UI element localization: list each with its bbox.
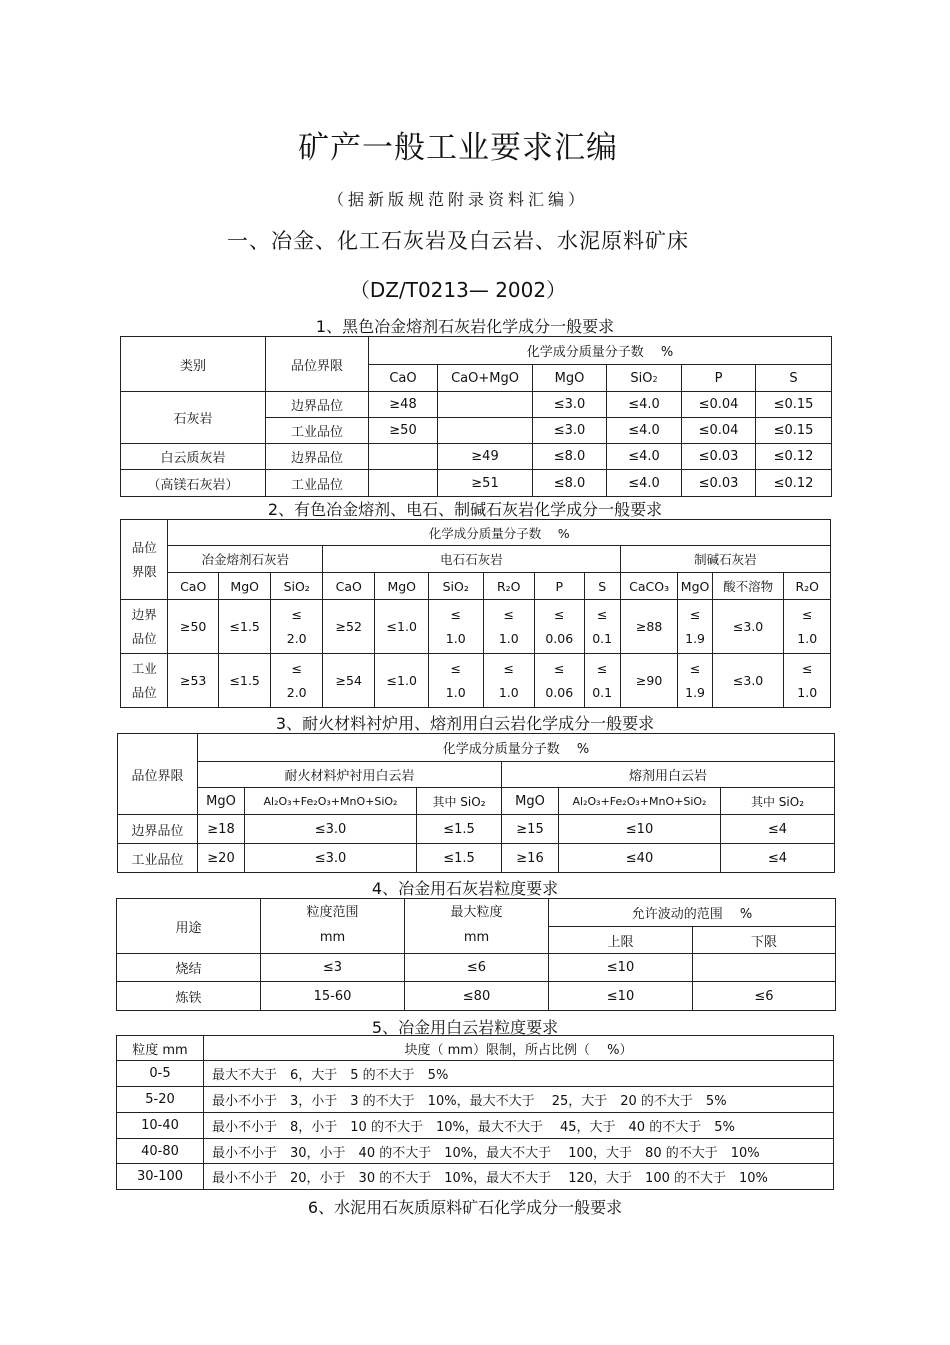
t5-size: 5-20 bbox=[117, 1087, 204, 1113]
t2-cell: ≤ 1.9 bbox=[678, 600, 712, 654]
t2-cell: ≤1.5 bbox=[218, 600, 271, 654]
t2-cell: ≤ 1.0 bbox=[784, 600, 831, 654]
t1-cell: ≤0.12 bbox=[756, 470, 832, 497]
t5-desc: 最小不小于 3，小于 3 的不大于 10%，最大不大于 25，大于 20 的不大于 5% bbox=[204, 1087, 834, 1113]
t2-cell: ≥90 bbox=[620, 654, 678, 708]
t3-cell: ≤3.0 bbox=[245, 844, 417, 873]
t1-cell: ≥48 bbox=[369, 392, 438, 418]
t2-cell: ≤ 1.0 bbox=[428, 654, 483, 708]
t2-cell: ≤ 2.0 bbox=[271, 600, 323, 654]
t2-cell: ≤3.0 bbox=[712, 600, 784, 654]
t3-cell: ≤3.0 bbox=[245, 815, 417, 844]
t2-group-metallurgical: 冶金熔剂石灰岩 bbox=[168, 546, 323, 573]
t2-group-alkali: 制碱石灰岩 bbox=[620, 546, 830, 573]
t4-cell: ≤10 bbox=[549, 954, 693, 982]
t1-category-dolomitic: 白云质灰岩 bbox=[121, 444, 266, 470]
t1-grade: 边界品位 bbox=[266, 392, 369, 418]
section-heading: 一、冶金、化工石灰岩及白云岩、水泥原料矿床 bbox=[227, 229, 689, 253]
t3-grade: 工业品位 bbox=[118, 844, 198, 873]
t3-cell: ≤40 bbox=[559, 844, 721, 873]
t4-cell: 15-60 bbox=[261, 982, 405, 1011]
document-title: 矿产一般工业要求汇编 bbox=[298, 130, 618, 166]
t1-cell: ≤4.0 bbox=[607, 444, 682, 470]
t4-header-upper: 上限 bbox=[549, 927, 693, 954]
t2-col-header: CaO bbox=[322, 573, 375, 600]
table2-caption: 2、有色冶金熔剂、电石、制碱石灰岩化学成分一般要求 bbox=[267, 500, 663, 519]
t1-cell: ≤8.0 bbox=[533, 470, 607, 497]
t2-cell: ≤ 0.06 bbox=[535, 654, 584, 708]
t3-col-header: 其中 SiO₂ bbox=[417, 788, 502, 815]
t2-col-header: R₂O bbox=[784, 573, 831, 600]
t2-col-header: R₂O bbox=[483, 573, 535, 600]
t5-header-limit: 块度（ mm）限制，所占比例（ %） bbox=[204, 1036, 834, 1061]
table5-caption: 5、冶金用白云岩粒度要求 bbox=[371, 1018, 559, 1037]
document-subtitle: （据新版规范附录资料汇编） bbox=[327, 190, 588, 209]
t2-row-label: 边界 品位 bbox=[121, 600, 168, 654]
t2-cell: ≥50 bbox=[168, 600, 218, 654]
t2-col-header: CaO bbox=[168, 573, 218, 600]
t3-cell: ≥15 bbox=[502, 815, 559, 844]
table3 bbox=[117, 733, 835, 873]
t2-col-header: P bbox=[535, 573, 584, 600]
t5-desc: 最大不大于 6，大于 5 的不大于 5% bbox=[204, 1061, 834, 1087]
t2-cell: ≥88 bbox=[620, 600, 678, 654]
t1-grade: 边界品位 bbox=[266, 444, 369, 470]
t3-group-flux: 熔剂用白云岩 bbox=[502, 762, 835, 788]
t5-size: 30-100 bbox=[117, 1164, 204, 1190]
t5-header-size: 粒度 mm bbox=[117, 1036, 204, 1061]
t3-cell: ≤1.5 bbox=[417, 815, 502, 844]
t3-cell: ≤1.5 bbox=[417, 844, 502, 873]
t1-col-header: CaO bbox=[369, 365, 438, 392]
table4 bbox=[116, 898, 836, 1011]
table3-caption: 3、耐火材料衬炉用、熔剂用白云岩化学成分一般要求 bbox=[275, 714, 655, 733]
t3-cell: ≥16 bbox=[502, 844, 559, 873]
t1-cell: ≤3.0 bbox=[533, 392, 607, 418]
t5-desc: 最小不小于 8，小于 10 的不大于 10%，最大不大于 45，大于 40 的不大于 5% bbox=[204, 1113, 834, 1139]
t1-cell: ≤0.15 bbox=[756, 392, 832, 418]
t4-header-fluct: 允许波动的范围 % bbox=[549, 899, 836, 927]
t3-col-header: MgO bbox=[502, 788, 559, 815]
t2-cell: ≤ 1.0 bbox=[784, 654, 831, 708]
t1-cell: ≥51 bbox=[438, 470, 533, 497]
t1-cell: ≥50 bbox=[369, 418, 438, 444]
t3-cell: ≤4 bbox=[721, 844, 835, 873]
t1-cell: ≤4.0 bbox=[607, 470, 682, 497]
t1-cell: ≤0.15 bbox=[756, 418, 832, 444]
t3-header-grade: 品位界限 bbox=[118, 734, 198, 815]
t2-col-header: MgO bbox=[375, 573, 429, 600]
t2-cell: ≤ 1.0 bbox=[483, 654, 535, 708]
t1-cell: ≤0.04 bbox=[682, 418, 756, 444]
t3-group-refractory: 耐火材料炉衬用白云岩 bbox=[198, 762, 502, 788]
t1-header-category: 类别 bbox=[121, 337, 266, 392]
t1-col-header: MgO bbox=[533, 365, 607, 392]
table4-caption: 4、冶金用石灰岩粒度要求 bbox=[371, 879, 559, 898]
t3-cell: ≤10 bbox=[559, 815, 721, 844]
t4-header-lower: 下限 bbox=[693, 927, 836, 954]
t3-grade: 边界品位 bbox=[118, 815, 198, 844]
t2-col-header: 酸不溶物 bbox=[712, 573, 784, 600]
t1-col-header: P bbox=[682, 365, 756, 392]
t1-col-header: SiO2 bbox=[607, 365, 682, 392]
t2-cell: ≤ 1.0 bbox=[483, 600, 535, 654]
t5-desc: 最小不小于 20，小于 30 的不大于 10%，最大不大于 120，大于 100 的不大于 10% bbox=[204, 1164, 834, 1190]
t1-cell: ≤0.03 bbox=[682, 470, 756, 497]
t1-cell: ≥49 bbox=[438, 444, 533, 470]
t1-col-header: CaO+MgO bbox=[438, 365, 533, 392]
t5-size: 0-5 bbox=[117, 1061, 204, 1087]
t3-col-header: 其中 SiO₂ bbox=[721, 788, 835, 815]
t4-cell bbox=[693, 954, 836, 982]
t1-cell: ≤0.04 bbox=[682, 392, 756, 418]
t2-cell: ≤ 0.1 bbox=[584, 600, 620, 654]
t1-category-dolomitic-alt: （高镁石灰岩） bbox=[121, 470, 266, 497]
t3-col-header: Al₂O₃+Fe₂O₃+MnO+SiO₂ bbox=[245, 788, 417, 815]
t2-group-carbide: 电石石灰岩 bbox=[322, 546, 620, 573]
t1-header-chem: 化学成分质量分子数 % bbox=[369, 337, 832, 365]
t2-col-header: SiO₂ bbox=[428, 573, 483, 600]
t2-cell: ≥53 bbox=[168, 654, 218, 708]
t3-cell: ≤4 bbox=[721, 815, 835, 844]
t2-col-header: MgO bbox=[218, 573, 271, 600]
t2-cell: ≤1.0 bbox=[375, 654, 429, 708]
t5-desc: 最小不小于 30，小于 40 的不大于 10%，最大不大于 100，大于 80 的不大于 10% bbox=[204, 1139, 834, 1164]
t2-cell: ≥54 bbox=[322, 654, 375, 708]
table2 bbox=[120, 519, 831, 708]
t2-col-header: MgO bbox=[678, 573, 712, 600]
t3-col-header: MgO bbox=[198, 788, 245, 815]
t2-cell: ≤1.0 bbox=[375, 600, 429, 654]
t2-header-chem: 化学成分质量分子数 % bbox=[168, 520, 831, 546]
t4-use: 烧结 bbox=[117, 954, 261, 982]
t4-header-use: 用途 bbox=[117, 899, 261, 954]
t1-cell: ≤3.0 bbox=[533, 418, 607, 444]
table5 bbox=[116, 1035, 834, 1190]
t3-col-header: Al₂O₃+Fe₂O₃+MnO+SiO₂ bbox=[559, 788, 721, 815]
t4-cell: ≤6 bbox=[693, 982, 836, 1011]
t1-cell bbox=[369, 470, 438, 497]
t1-cell: ≤4.0 bbox=[607, 392, 682, 418]
table1-caption: 1、黑色冶金熔剂石灰岩化学成分一般要求 bbox=[315, 317, 615, 336]
t1-grade: 工业品位 bbox=[266, 418, 369, 444]
t1-header-grade: 品位界限 bbox=[266, 337, 369, 392]
table6-caption: 6、水泥用石灰质原料矿石化学成分一般要求 bbox=[307, 1198, 623, 1217]
t4-use: 炼铁 bbox=[117, 982, 261, 1011]
t1-cell bbox=[369, 444, 438, 470]
t1-grade: 工业品位 bbox=[266, 470, 369, 497]
t2-cell: ≥52 bbox=[322, 600, 375, 654]
t4-cell: ≤3 bbox=[261, 954, 405, 982]
t1-cell: ≤4.0 bbox=[607, 418, 682, 444]
t5-size: 40-80 bbox=[117, 1139, 204, 1164]
t2-col-header: SiO₂ bbox=[271, 573, 323, 600]
standard-code: （DZ/T0213— 2002） bbox=[349, 278, 567, 302]
t2-col-header: S bbox=[584, 573, 620, 600]
t1-cell: ≤8.0 bbox=[533, 444, 607, 470]
table1 bbox=[120, 336, 832, 497]
t2-cell: ≤1.5 bbox=[218, 654, 271, 708]
t1-cell bbox=[438, 392, 533, 418]
t2-cell: ≤3.0 bbox=[712, 654, 784, 708]
t2-row-label: 工业 品位 bbox=[121, 654, 168, 708]
t2-cell: ≤ 2.0 bbox=[271, 654, 323, 708]
t1-cell: ≤0.12 bbox=[756, 444, 832, 470]
t3-cell: ≥18 bbox=[198, 815, 245, 844]
t1-cell bbox=[438, 418, 533, 444]
t2-cell: ≤ 1.0 bbox=[428, 600, 483, 654]
t3-header-chem: 化学成分质量分子数 % bbox=[198, 734, 835, 762]
t2-header-grade: 品位 界限 bbox=[121, 520, 168, 600]
t1-category-limestone: 石灰岩 bbox=[121, 392, 266, 444]
t1-col-header: S bbox=[756, 365, 832, 392]
t2-cell: ≤ 0.1 bbox=[584, 654, 620, 708]
t3-cell: ≥20 bbox=[198, 844, 245, 873]
t4-cell: ≤80 bbox=[405, 982, 549, 1011]
t5-size: 10-40 bbox=[117, 1113, 204, 1139]
t4-header-range: 粒度范围 mm bbox=[261, 899, 405, 954]
t2-col-header: CaCO₃ bbox=[620, 573, 678, 600]
t4-header-max: 最大粒度 mm bbox=[405, 899, 549, 954]
t2-cell: ≤ 0.06 bbox=[535, 600, 584, 654]
t2-cell: ≤ 1.9 bbox=[678, 654, 712, 708]
t4-cell: ≤6 bbox=[405, 954, 549, 982]
t1-cell: ≤0.03 bbox=[682, 444, 756, 470]
t4-cell: ≤10 bbox=[549, 982, 693, 1011]
